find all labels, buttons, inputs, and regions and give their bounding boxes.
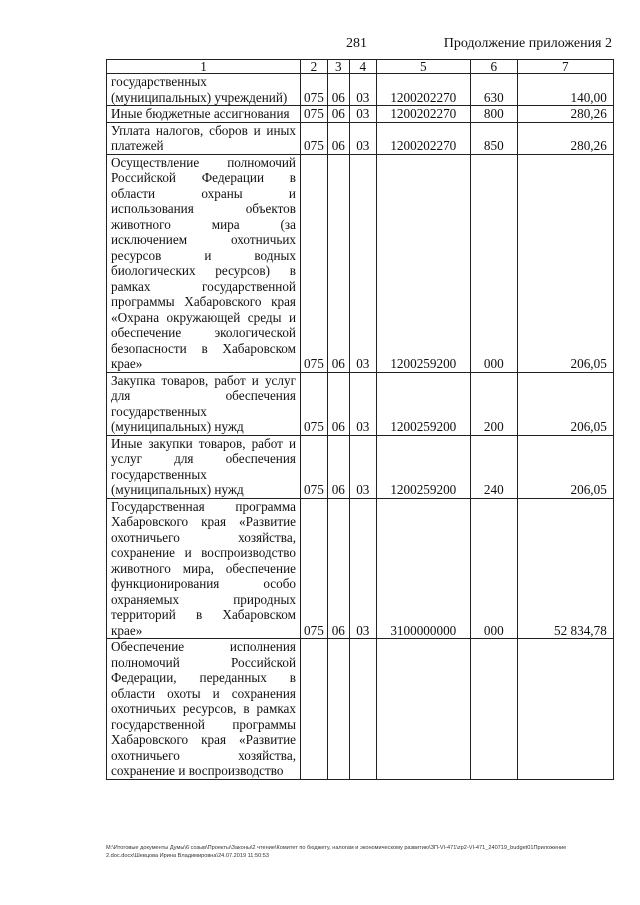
- row-amount: 140,00: [517, 74, 613, 106]
- row-code-4: 03: [349, 122, 376, 154]
- row-code-4: 03: [349, 498, 376, 639]
- row-name: Иные бюджетные ассигнования: [107, 106, 301, 123]
- row-amount: 52 834,78: [517, 498, 613, 639]
- file-path-footer: M:\Итоговые документы Думы\6 созыв\Проекты\Законы\2 чтение\Комитет по бюджету, налогам и экономическому развитию\ЗП-VI-471\zp2-VI-471_240719_budget01Приложение 2.doc.docx\Шевцова Ирина Владимировна\24.07.2019 11:50:53: [106, 845, 567, 859]
- row-code-4: 03: [349, 74, 376, 106]
- row-code-2: 075: [301, 122, 328, 154]
- row-name: Обеспечение исполнения полномочий Российской Федерации, переданных в области охоты и сохранения охотничьих ресурсов, в рамках государственной программы Хабаровского края «Развитие охотничьего хозяйства, сохранение и воспроизводство: [107, 639, 301, 780]
- table-row: [107, 372, 614, 435]
- row-amount: 280,26: [517, 122, 613, 154]
- budget-table: [106, 59, 614, 780]
- table-row: [107, 435, 614, 498]
- row-code-3: 06: [327, 106, 349, 123]
- row-code-3: 06: [327, 122, 349, 154]
- row-code-5: 1200259200: [376, 372, 470, 435]
- row-code-2: 075: [301, 154, 328, 372]
- col-header-3: 3: [327, 60, 349, 74]
- col-header-5: 5: [376, 60, 470, 74]
- row-code-2: [301, 639, 328, 780]
- table-row: [107, 639, 614, 780]
- row-code-5: 1200202270: [376, 122, 470, 154]
- page-number: 281: [346, 36, 367, 51]
- row-code-6: 850: [470, 122, 517, 154]
- row-code-5: [376, 639, 470, 780]
- row-amount: [517, 639, 613, 780]
- row-name: Государственная программа Хабаровского края «Развитие охотничьего хозяйства, сохранение и воспроизводство животного мира, обеспечение функционирования особо охраняемых природных территорий в Хабаровском крае»: [107, 498, 301, 639]
- row-code-5: 3100000000: [376, 498, 470, 639]
- row-name: Иные закупки товаров, работ и услуг для обеспечения государственных (муниципальных) нужд: [107, 435, 301, 498]
- row-code-2: 075: [301, 498, 328, 639]
- row-code-5: 1200259200: [376, 435, 470, 498]
- row-name: Осуществление полномочий Российской Федерации в области охраны и использования объектов животного мира (за исключением охотничьих ресурсов и водных биологических ресурсов) в рамках государственной программы Хабаровского края «Охрана окружающей среды и обеспечение экологической безопасности в Хабаровском крае»: [107, 154, 301, 372]
- row-amount: 280,26: [517, 106, 613, 123]
- row-code-6: 800: [470, 106, 517, 123]
- row-name: Уплата налогов, сборов и иных платежей: [107, 122, 301, 154]
- row-code-6: 630: [470, 74, 517, 106]
- row-code-6: 000: [470, 498, 517, 639]
- row-code-2: 075: [301, 74, 328, 106]
- row-code-2: 075: [301, 106, 328, 123]
- table-row: [107, 498, 614, 639]
- row-amount: 206,05: [517, 154, 613, 372]
- row-code-6: 000: [470, 154, 517, 372]
- continuation-title: Продолжение приложения 2: [443, 36, 612, 51]
- row-amount: 206,05: [517, 372, 613, 435]
- row-code-3: 06: [327, 372, 349, 435]
- col-header-2: 2: [301, 60, 328, 74]
- row-code-2: 075: [301, 372, 328, 435]
- row-code-6: 240: [470, 435, 517, 498]
- row-code-3: 06: [327, 435, 349, 498]
- row-code-4: 03: [349, 435, 376, 498]
- row-code-3: 06: [327, 154, 349, 372]
- row-code-3: 06: [327, 498, 349, 639]
- row-code-4: 03: [349, 372, 376, 435]
- row-code-5: 1200202270: [376, 106, 470, 123]
- row-code-5: 1200259200: [376, 154, 470, 372]
- col-header-6: 6: [470, 60, 517, 74]
- row-code-4: 03: [349, 106, 376, 123]
- col-header-1: 1: [107, 60, 301, 74]
- row-code-4: 03: [349, 154, 376, 372]
- row-code-6: 200: [470, 372, 517, 435]
- row-amount: 206,05: [517, 435, 613, 498]
- row-code-4: [349, 639, 376, 780]
- row-name: государственных (муниципальных) учреждений): [107, 74, 301, 106]
- column-number-row: [107, 60, 614, 74]
- table-row: [107, 74, 614, 106]
- col-header-7: 7: [517, 60, 613, 74]
- table-row: [107, 122, 614, 154]
- row-name: Закупка товаров, работ и услуг для обеспечения государственных (муниципальных) нужд: [107, 372, 301, 435]
- table-row: [107, 106, 614, 123]
- row-code-3: [327, 639, 349, 780]
- row-code-6: [470, 639, 517, 780]
- col-header-4: 4: [349, 60, 376, 74]
- row-code-2: 075: [301, 435, 328, 498]
- row-code-3: 06: [327, 74, 349, 106]
- table-row: [107, 154, 614, 372]
- row-code-5: 1200202270: [376, 74, 470, 106]
